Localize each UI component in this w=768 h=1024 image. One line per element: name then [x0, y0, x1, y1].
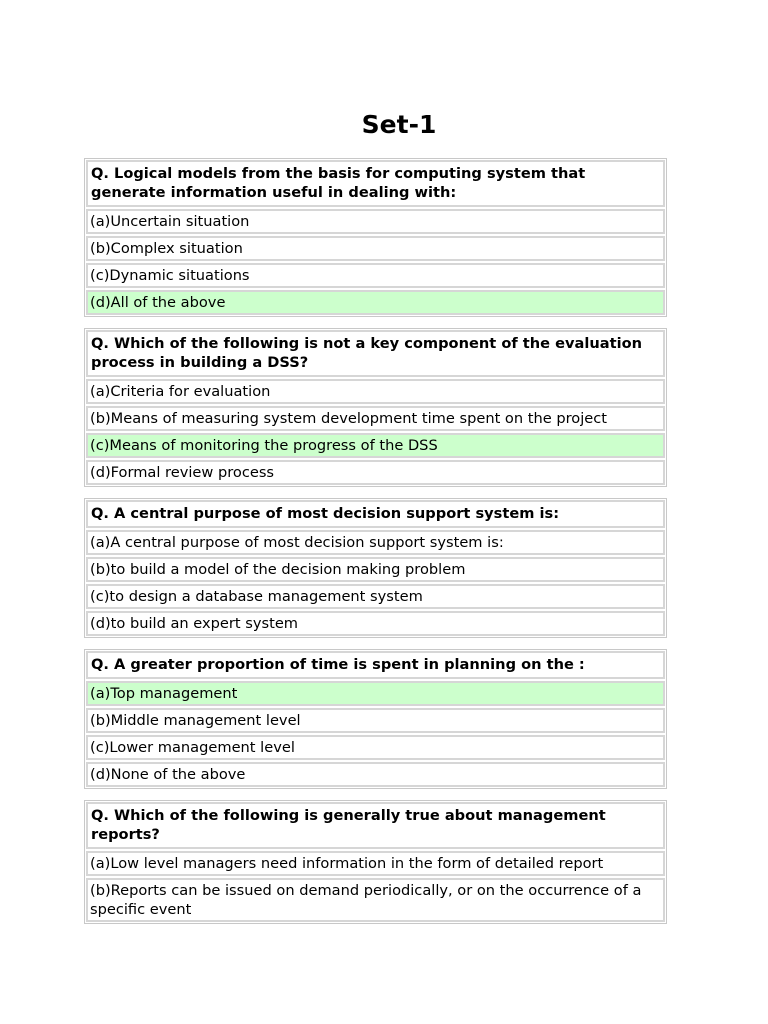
question-block-4 — [84, 649, 667, 789]
answer-option-d: (d)Formal review process — [86, 460, 665, 485]
answer-option-a: (a)A central purpose of most decision support system is: — [86, 530, 665, 555]
answer-option-b: (b)Middle management level — [86, 708, 665, 733]
answer-option-c: (c)Means of monitoring the progress of the DSS — [86, 433, 665, 458]
answer-option-d: (d)All of the above — [86, 290, 665, 315]
answer-option-a: (a)Top management — [86, 681, 665, 706]
answer-option-b: (b)Complex situation — [86, 236, 665, 261]
answer-option-b: (b)Reports can be issued on demand periodically, or on the occurrence of a specific event — [86, 878, 665, 922]
question-block-3 — [84, 498, 667, 638]
question-block-1 — [84, 158, 667, 317]
answer-option-c: (c)to design a database management system — [86, 584, 665, 609]
answer-option-a: (a)Uncertain situation — [86, 209, 665, 234]
question-text: Q. A greater proportion of time is spent in planning on the : — [86, 651, 665, 679]
answer-option-b: (b)Means of measuring system development time spent on the project — [86, 406, 665, 431]
answer-option-c: (c)Lower management level — [86, 735, 665, 760]
answer-option-a: (a)Low level managers need information in the form of detailed report — [86, 851, 665, 876]
question-text: Q. Which of the following is generally true about management reports? — [86, 802, 665, 849]
answer-option-b: (b)to build a model of the decision making problem — [86, 557, 665, 582]
answer-option-d: (d)to build an expert system — [86, 611, 665, 636]
answer-option-a: (a)Criteria for evaluation — [86, 379, 665, 404]
question-text: Q. A central purpose of most decision support system is: — [86, 500, 665, 528]
page-title: Set-1 — [361, 110, 437, 139]
answer-option-d: (d)None of the above — [86, 762, 665, 787]
question-text: Q. Which of the following is not a key component of the evaluation process in building a DSS? — [86, 330, 665, 377]
answer-option-c: (c)Dynamic situations — [86, 263, 665, 288]
question-block-5 — [84, 800, 667, 924]
question-block-2 — [84, 328, 667, 487]
question-text: Q. Logical models from the basis for computing system that generate information useful in dealing with: — [86, 160, 665, 207]
